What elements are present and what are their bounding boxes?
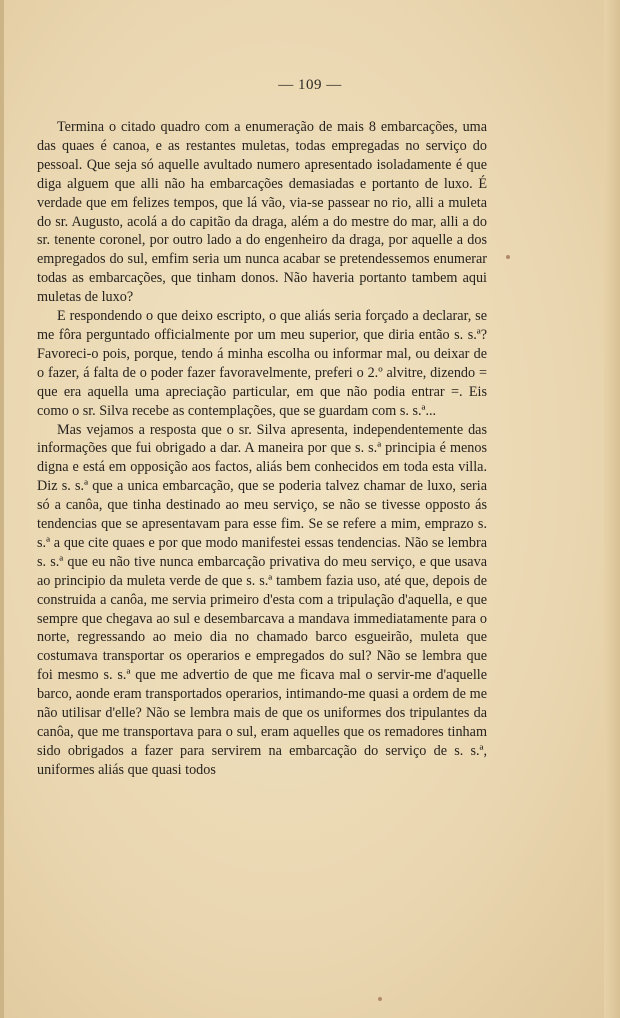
body-text [37, 118, 487, 780]
page-left-edge [0, 0, 4, 1018]
paragraph-1: Termina o citado quadro com a enumeração de mais 8 embarcações, uma das quaes é canoa, e as restantes muletas, todas empregadas no serviço do pessoal. Que seja só aquelle avultado numero apresentado isoladamente é que diga alguem que alli não ha embarcações demasiadas e portanto de luxo. É verdade que em felizes tempos, que lá vão, via-se passear no rio, alli a muleta do sr. Augusto, acolá a do capitão da draga, além a do mestre do mar, alli a do sr. tenente coronel, por outro lado a do engenheiro da draga, por aquelle a dos empregados do sul, emfim seria um nunca acabar se pretendessemos enumerar todas as embarcações, que tinham donos. Não haveria portanto tambem aqui muletas de luxo? [37, 119, 487, 306]
paper-spot [506, 255, 510, 259]
page-right-edge [604, 0, 620, 1018]
paragraph-3: Mas vejamos a resposta que o sr. Silva apresenta, independentemente das informações que fui obrigado a dar. A maneira por que s. s.ª principia é menos digna e está em opposição aos factos, aliás bem conhecidos em toda esta villa. Diz s. s.ª que a unica embarcação, que se poderia talvez chamar de luxo, seria só a canôa, que tinha destinado ao meu serviço, se não se tivesse opposto ás tendencias que se apresentavam para esse fim. Se se refere a mim, emprazo s. s.ª a que cite quaes e por que modo manifestei essas tendencias. Não se lembra s. s.ª que eu não tive nunca embarcação privativa do meu serviço, e que usava ao principio da muleta verde de que s. s.ª tambem fazia uso, até que, depois de construida a canôa, me servia primeiro d'esta com a tripulação d'aquella, e que sempre que chegava ao sul e desembarcava a mandava immediatamente para o norte, regressando ao meio dia no chamado barco esgueirão, muleta que costumava transportar os operarios e empregados do sul? Não se lembra que foi mesmo s. s.ª que me advertio de que me ficava mal o servir-me d'aquelle barco, aonde eram transportados operarios, intimando-me quasi a ordem de me não utilisar d'elle? Não se lembra mais de que os uniformes dos tripulantes da canôa, que me transportava para o sul, eram aquelles que os remadores tinham sido obrigados a fazer para servirem na embarcação do serviço de s. s.ª, uniformes aliás que quasi todos [37, 421, 487, 778]
paper-spot [378, 997, 382, 1001]
page-number: — 109 — [278, 77, 342, 93]
paragraph-2: E respondendo o que deixo escripto, o que aliás seria forçado a declarar, se me fôra perguntado officialmente por um meu superior, que diria então s. s.ª? Favoreci-o pois, porque, tendo á minha escolha ou informar mal, ou deixar de o fazer, á falta de o poder fazer favoravelmente, preferi o 2.º alvitre, dizendo = que era aquella uma apreciação particular, em que não podia entrar =. Eis como o sr. Silva recebe as contemplações, que se guardam com s. s.ª... [37, 308, 487, 419]
